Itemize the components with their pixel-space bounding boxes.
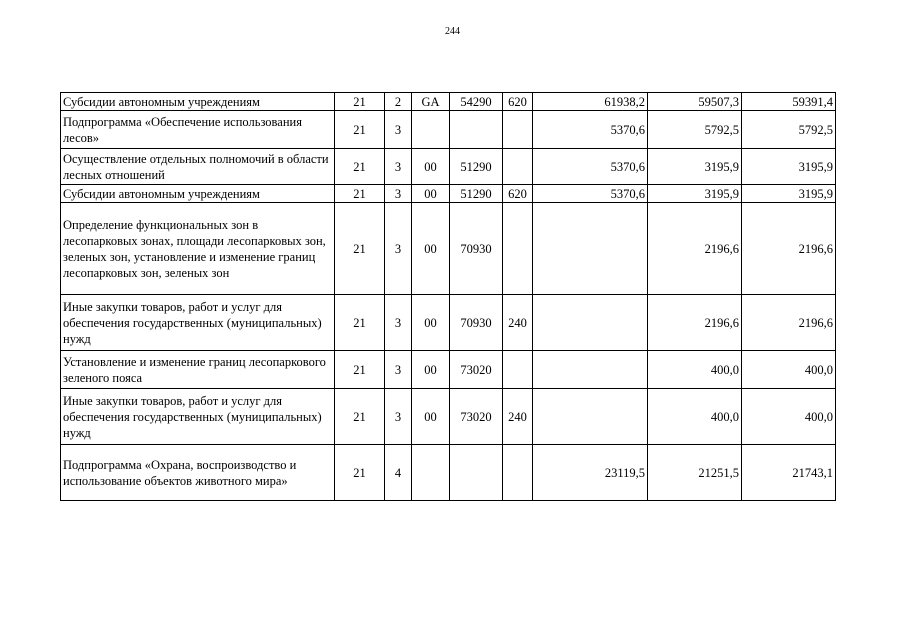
row-code-1: 21 [335,445,385,501]
row-code-5 [503,445,533,501]
row-value-1: 61938,2 [533,93,648,111]
row-code-2: 3 [385,351,412,389]
row-code-4: 70930 [450,295,503,351]
row-name: Иные закупки товаров, работ и услуг для обеспечения государственных (муниципальных) нужд [61,295,335,351]
row-value-2: 400,0 [648,351,742,389]
row-code-4: 51290 [450,149,503,185]
row-value-2: 5792,5 [648,111,742,149]
row-value-2: 21251,5 [648,445,742,501]
row-code-2: 3 [385,149,412,185]
row-value-3: 59391,4 [742,93,836,111]
row-code-4: 73020 [450,389,503,445]
row-code-1: 21 [335,295,385,351]
table-row [61,445,836,501]
row-value-2: 400,0 [648,389,742,445]
row-value-1 [533,203,648,295]
table-row [61,149,836,185]
row-code-5 [503,351,533,389]
row-code-3: 00 [412,295,450,351]
row-value-3: 5792,5 [742,111,836,149]
row-code-4: 73020 [450,351,503,389]
row-name: Субсидии автономным учреждениям [61,93,335,111]
row-name: Подпрограмма «Охрана, воспроизводство и использование объектов животного мира» [61,445,335,501]
row-code-4: 54290 [450,93,503,111]
row-code-5 [503,111,533,149]
row-code-2: 3 [385,389,412,445]
row-code-5: 240 [503,389,533,445]
row-code-4 [450,445,503,501]
row-code-3 [412,445,450,501]
row-code-1: 21 [335,149,385,185]
row-code-2: 4 [385,445,412,501]
row-code-3: 00 [412,351,450,389]
row-value-2: 2196,6 [648,203,742,295]
row-code-2: 2 [385,93,412,111]
row-code-2: 3 [385,203,412,295]
row-value-3: 3195,9 [742,185,836,203]
table-row [61,389,836,445]
row-code-1: 21 [335,185,385,203]
row-code-5 [503,149,533,185]
row-code-4: 70930 [450,203,503,295]
row-name: Субсидии автономным учреждениям [61,185,335,203]
row-code-4: 51290 [450,185,503,203]
table-row [61,93,836,111]
row-code-1: 21 [335,203,385,295]
row-code-3: 00 [412,203,450,295]
row-value-3: 400,0 [742,389,836,445]
row-value-1: 5370,6 [533,149,648,185]
budget-table [60,92,836,501]
row-code-4 [450,111,503,149]
row-code-3: 00 [412,185,450,203]
row-value-2: 2196,6 [648,295,742,351]
table-row [61,185,836,203]
table-row [61,351,836,389]
row-code-3: GA [412,93,450,111]
row-code-1: 21 [335,351,385,389]
page-number: 244 [445,26,460,37]
row-code-2: 3 [385,111,412,149]
row-value-1 [533,295,648,351]
row-value-1: 5370,6 [533,111,648,149]
table-row [61,111,836,149]
row-code-1: 21 [335,93,385,111]
row-code-2: 3 [385,185,412,203]
row-value-3: 2196,6 [742,203,836,295]
row-name: Определение функциональных зон в лесопарковых зонах, площади лесопарковых зон, зеленых зон, установление и изменение границ лесопарковых зон, зеленых зон [61,203,335,295]
row-code-1: 21 [335,111,385,149]
table-row [61,295,836,351]
row-code-3: 00 [412,149,450,185]
row-value-3: 21743,1 [742,445,836,501]
row-code-3: 00 [412,389,450,445]
row-value-1 [533,351,648,389]
row-code-5 [503,203,533,295]
row-value-1: 5370,6 [533,185,648,203]
table-row [61,203,836,295]
row-value-3: 400,0 [742,351,836,389]
row-value-3: 2196,6 [742,295,836,351]
row-name: Осуществление отдельных полномочий в области лесных отношений [61,149,335,185]
row-name: Установление и изменение границ лесопаркового зеленого пояса [61,351,335,389]
row-value-2: 3195,9 [648,149,742,185]
row-value-1 [533,389,648,445]
row-value-3: 3195,9 [742,149,836,185]
row-code-5: 240 [503,295,533,351]
row-code-5: 620 [503,93,533,111]
row-value-2: 59507,3 [648,93,742,111]
row-code-1: 21 [335,389,385,445]
row-name: Иные закупки товаров, работ и услуг для обеспечения государственных (муниципальных) нужд [61,389,335,445]
row-name: Подпрограмма «Обеспечение использования лесов» [61,111,335,149]
row-code-3 [412,111,450,149]
row-code-5: 620 [503,185,533,203]
row-value-1: 23119,5 [533,445,648,501]
row-code-2: 3 [385,295,412,351]
row-value-2: 3195,9 [648,185,742,203]
